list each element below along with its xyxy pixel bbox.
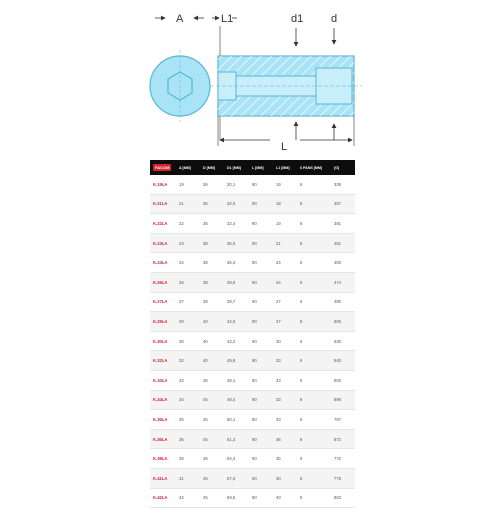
cell-d1-mm: 30,1 — [224, 175, 249, 194]
cell-reference: K.35LA — [150, 410, 176, 430]
cell-a-mm: 36 — [176, 429, 200, 449]
cell-l1-mm: 33 — [273, 390, 297, 410]
cell-d1-mm: 48,4 — [224, 390, 249, 410]
cell-l1-mm: 36 — [273, 429, 297, 449]
table-row — [150, 194, 355, 214]
cell-a-mm: 30 — [176, 331, 200, 351]
table-row — [150, 488, 355, 508]
cell-l-mm: 90 — [249, 351, 273, 371]
cell-l1-mm: 19 — [273, 214, 297, 234]
cell-l1-mm: 27 — [273, 292, 297, 312]
cell-d-mm: 38 — [200, 233, 224, 253]
cell-d-mm: 36 — [200, 175, 224, 194]
cell-l1-mm: 33 — [273, 351, 297, 371]
cell-l-mm: 90 — [249, 390, 273, 410]
header-l1: L1 [MM] — [273, 160, 297, 175]
cell-a-mm: 32 — [176, 351, 200, 371]
dimension-label-l: L — [281, 141, 288, 153]
header-hex-points: 6 PANS [MM] — [297, 160, 331, 175]
cell-weight-g: 391 — [331, 214, 355, 234]
dimension-label-a: A — [176, 13, 184, 25]
cell-l-mm: 90 — [249, 410, 273, 430]
cell-reference: K.26LA — [150, 272, 176, 292]
cell-reference: K.42LA — [150, 488, 176, 508]
dimension-label-d1: d1 — [291, 13, 304, 25]
cell-d-mm: 36 — [200, 214, 224, 234]
header-d: D [MM] — [200, 160, 224, 175]
specification-table — [150, 160, 355, 508]
cell-weight-g: 461 — [331, 233, 355, 253]
cell-a-mm: 19 — [176, 175, 200, 194]
cell-hex-points: 6 — [297, 214, 331, 234]
cell-hex-points: 6 — [297, 253, 331, 273]
cell-d-mm: 40 — [200, 331, 224, 351]
dimension-label-l1: L1 — [221, 13, 234, 25]
cell-reference: K.30LA — [150, 331, 176, 351]
cell-d-mm: 40 — [200, 312, 224, 332]
cell-reference: K.24LA — [150, 253, 176, 273]
cell-d1-mm: 50,1 — [224, 410, 249, 430]
cell-d1-mm: 33,4 — [224, 214, 249, 234]
table-row — [150, 312, 355, 332]
cell-l-mm: 90 — [249, 370, 273, 390]
cell-a-mm: 22 — [176, 214, 200, 234]
cell-hex-points: 6 — [297, 194, 331, 214]
cell-d1-mm: 36,3 — [224, 253, 249, 273]
dimension-label-d: d — [331, 13, 338, 25]
cell-d1-mm: 43,2 — [224, 331, 249, 351]
cell-d-mm: 45 — [200, 390, 224, 410]
cell-weight-g: 672 — [331, 429, 355, 449]
cell-reference: K.23LA — [150, 233, 176, 253]
cell-hex-points: 6 — [297, 272, 331, 292]
cell-weight-g: 778 — [331, 468, 355, 488]
cell-reference: K.19LA — [150, 175, 176, 194]
table-row — [150, 253, 355, 273]
cell-a-mm: 42 — [176, 488, 200, 508]
cell-weight-g: 772 — [331, 449, 355, 469]
cell-a-mm: 26 — [176, 272, 200, 292]
cell-l-mm: 90 — [249, 214, 273, 234]
table-row — [150, 233, 355, 253]
cell-weight-g: 367 — [331, 194, 355, 214]
socket-side-view — [210, 56, 362, 116]
cell-d1-mm: 54,3 — [224, 449, 249, 469]
cell-reference: K.29LA — [150, 312, 176, 332]
cell-d-mm: 38 — [200, 253, 224, 273]
cell-weight-g: 480 — [331, 292, 355, 312]
cell-reference: K.21LA — [150, 194, 176, 214]
cell-l1-mm: 33 — [273, 370, 297, 390]
cell-a-mm: 24 — [176, 253, 200, 273]
cell-weight-g: 400 — [331, 253, 355, 273]
table-row — [150, 272, 355, 292]
cell-a-mm: 38 — [176, 449, 200, 469]
facom-logo: FACOM — [155, 165, 170, 170]
cell-d1-mm: 42,0 — [224, 312, 249, 332]
cell-a-mm: 41 — [176, 468, 200, 488]
cell-l1-mm: 18 — [273, 194, 297, 214]
cell-a-mm: 21 — [176, 194, 200, 214]
table-row — [150, 214, 355, 234]
cell-weight-g: 339 — [331, 175, 355, 194]
cell-l1-mm: 21 — [273, 233, 297, 253]
cell-hex-points: 6 — [297, 468, 331, 488]
cell-hex-points: 6 — [297, 370, 331, 390]
cell-d1-mm: 57,3 — [224, 468, 249, 488]
cell-hex-points: 6 — [297, 390, 331, 410]
cell-d-mm: 45 — [200, 449, 224, 469]
cell-weight-g: 474 — [331, 272, 355, 292]
header-brand — [150, 160, 176, 175]
cell-l-mm: 90 — [249, 312, 273, 332]
socket-end-view — [150, 50, 210, 122]
cell-hex-points: 6 — [297, 175, 331, 194]
cell-l-mm: 90 — [249, 488, 273, 508]
cell-d1-mm: 59,5 — [224, 488, 249, 508]
cell-d1-mm: 39,7 — [224, 292, 249, 312]
cell-l1-mm: 24 — [273, 253, 297, 273]
cell-reference: K.22LA — [150, 214, 176, 234]
cell-l1-mm: 40 — [273, 488, 297, 508]
cell-d1-mm: 32,0 — [224, 194, 249, 214]
cell-d-mm: 45 — [200, 370, 224, 390]
cell-a-mm: 29 — [176, 312, 200, 332]
cell-reference: K.32LA — [150, 351, 176, 371]
cell-reference: K.41LA — [150, 468, 176, 488]
cell-reference: K.36LA — [150, 429, 176, 449]
table-row — [150, 351, 355, 371]
cell-l1-mm: 27 — [273, 312, 297, 332]
table-row — [150, 390, 355, 410]
cell-l1-mm: 40 — [273, 468, 297, 488]
cell-a-mm: 35 — [176, 410, 200, 430]
cell-hex-points: 6 — [297, 488, 331, 508]
table-row — [150, 468, 355, 488]
cell-d-mm: 38 — [200, 292, 224, 312]
cell-weight-g: 530 — [331, 331, 355, 351]
table-row — [150, 331, 355, 351]
table-row — [150, 370, 355, 390]
header-l: L [MM] — [249, 160, 273, 175]
cell-d1-mm: 51,3 — [224, 429, 249, 449]
cell-d-mm: 36 — [200, 194, 224, 214]
cell-d-mm: 45 — [200, 488, 224, 508]
cell-l-mm: 90 — [249, 331, 273, 351]
cell-weight-g: 797 — [331, 410, 355, 430]
cell-l1-mm: 33 — [273, 410, 297, 430]
cell-l1-mm: 30 — [273, 331, 297, 351]
cell-a-mm: 33 — [176, 370, 200, 390]
cell-d1-mm: 36,0 — [224, 233, 249, 253]
table-row — [150, 410, 355, 430]
cell-a-mm: 27 — [176, 292, 200, 312]
table-row — [150, 292, 355, 312]
cell-hex-points: 6 — [297, 312, 331, 332]
cell-l-mm: 90 — [249, 292, 273, 312]
cell-weight-g: 540 — [331, 351, 355, 371]
cell-hex-points: 6 — [297, 410, 331, 430]
cell-reference: K.33LA — [150, 370, 176, 390]
table-header-row — [150, 160, 355, 175]
header-a: A [MM] — [176, 160, 200, 175]
cell-l-mm: 90 — [249, 253, 273, 273]
cell-weight-g: 696 — [331, 390, 355, 410]
cell-hex-points: 6 — [297, 351, 331, 371]
cell-l-mm: 90 — [249, 429, 273, 449]
table-row — [150, 429, 355, 449]
table-row — [150, 175, 355, 194]
cell-weight-g: 863 — [331, 488, 355, 508]
cell-hex-points: 6 — [297, 233, 331, 253]
header-d1: D1 [MM] — [224, 160, 249, 175]
cell-l-mm: 90 — [249, 194, 273, 214]
cell-weight-g: 600 — [331, 370, 355, 390]
cell-d-mm: 40 — [200, 351, 224, 371]
cell-l-mm: 90 — [249, 468, 273, 488]
cell-l1-mm: 24 — [273, 272, 297, 292]
cell-d-mm: 45 — [200, 410, 224, 430]
cell-a-mm: 23 — [176, 233, 200, 253]
cell-l1-mm: 36 — [273, 449, 297, 469]
cell-d-mm: 45 — [200, 468, 224, 488]
cell-l-mm: 90 — [249, 272, 273, 292]
cell-hex-points: 6 — [297, 292, 331, 312]
cell-d1-mm: 48,1 — [224, 370, 249, 390]
socket-technical-drawing — [0, 0, 500, 160]
cell-d1-mm: 39,0 — [224, 272, 249, 292]
cell-reference: K.38LA — [150, 449, 176, 469]
header-weight: [G] — [331, 160, 355, 175]
cell-d-mm: 45 — [200, 429, 224, 449]
cell-l-mm: 90 — [249, 233, 273, 253]
cell-reference: K.27LA — [150, 292, 176, 312]
cell-hex-points: 6 — [297, 449, 331, 469]
cell-weight-g: 505 — [331, 312, 355, 332]
dimension-a — [155, 13, 204, 25]
cell-reference: K.34LA — [150, 390, 176, 410]
cell-l-mm: 90 — [249, 175, 273, 194]
cell-l-mm: 90 — [249, 449, 273, 469]
table-row — [150, 449, 355, 469]
table-body — [150, 175, 355, 508]
cell-d1-mm: 45,9 — [224, 351, 249, 371]
cell-a-mm: 34 — [176, 390, 200, 410]
cell-d-mm: 38 — [200, 272, 224, 292]
cell-hex-points: 6 — [297, 331, 331, 351]
cell-l1-mm: 19 — [273, 175, 297, 194]
cell-hex-points: 6 — [297, 429, 331, 449]
